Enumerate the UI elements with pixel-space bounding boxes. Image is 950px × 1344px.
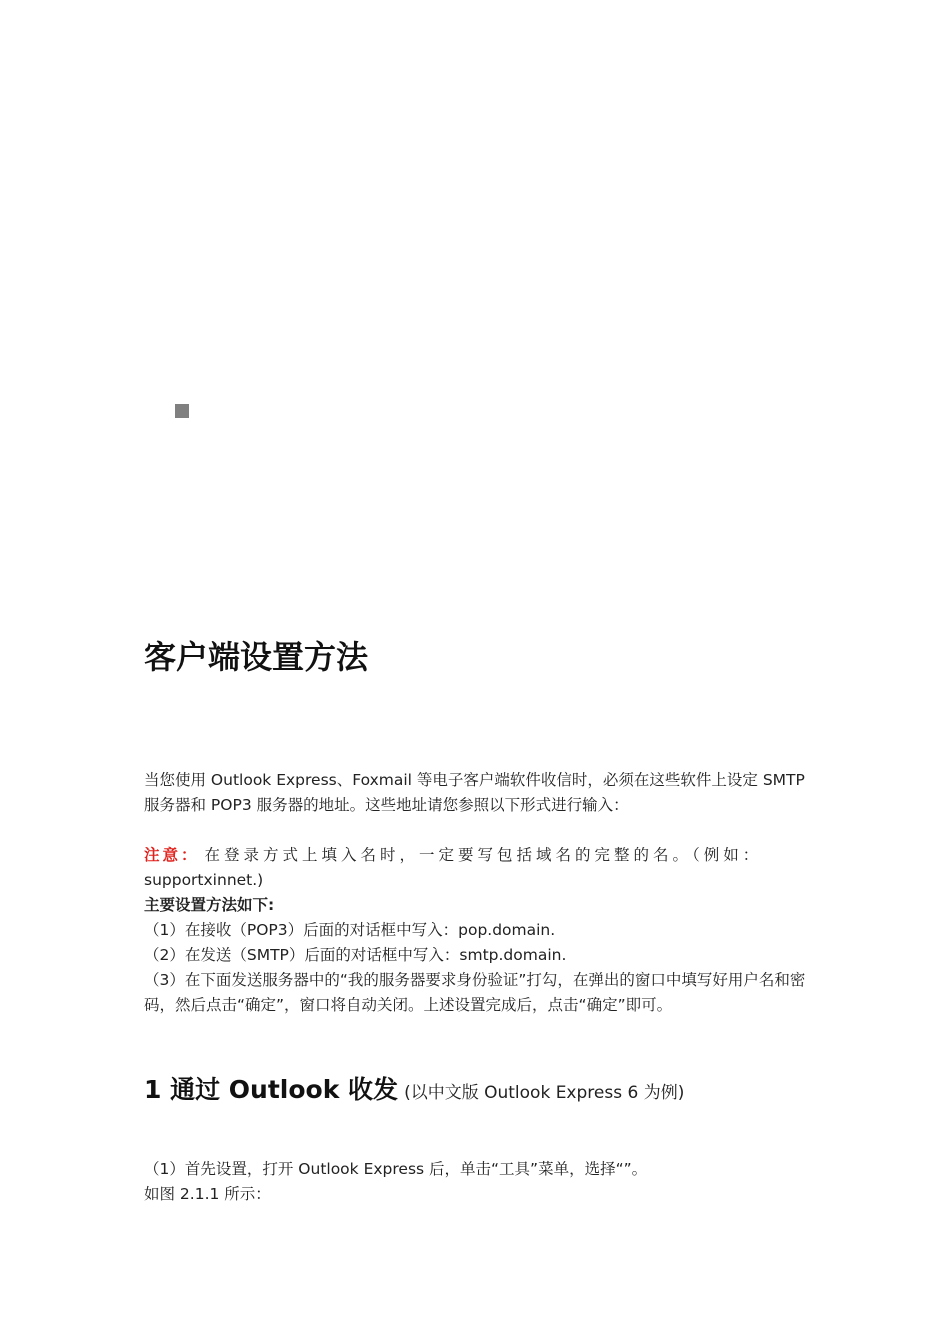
intro-paragraph: 当您使用 Outlook Express、Foxmail 等电子客户端软件收信时，必须在这些软件上设定 SMTP 服务器和 POP3 服务器的地址。这些地址请您参照以下形式进行输入： [144,771,805,814]
note-label: 注意： [144,846,200,864]
note-block [144,843,808,1018]
settings-item-3: （3）在下面发送服务器中的“我的服务器要求身份验证”打勾，在弹出的窗口中填写好用户名和密码，然后点击“确定”，窗口将自动关闭。上述设置完成后，点击“确定”即可。 [144,971,806,1014]
page-title: 客户端设置方法 [144,638,369,676]
note-text: 在登录方式上填入名时，一定要写包括域名的完整的名。（例如： [204,846,763,864]
section-heading [144,1070,684,1106]
figure-reference: 如图 2.1.1 所示： [144,1185,271,1203]
gray-square-bullet [175,404,189,418]
main-settings-heading: 主要设置方法如下: [144,896,275,914]
step-block [144,1157,808,1207]
step-1-text: （1）首先设置，打开 Outlook Express 后，单击“工具”菜单，选择“”。 [144,1160,648,1178]
settings-item-1: （1）在接收（POP3）后面的对话框中写入：pop.domain. [144,921,556,939]
note-example: supportxinnet.) [144,871,264,889]
note-line [144,843,808,868]
section-heading-main: 1 通过 Outlook 收发 [144,1075,399,1104]
settings-item-2: （2）在发送（SMTP）后面的对话框中写入：smtp.domain. [144,946,567,964]
section-heading-sub: (以中文版 Outlook Express 6 为例) [404,1083,685,1103]
